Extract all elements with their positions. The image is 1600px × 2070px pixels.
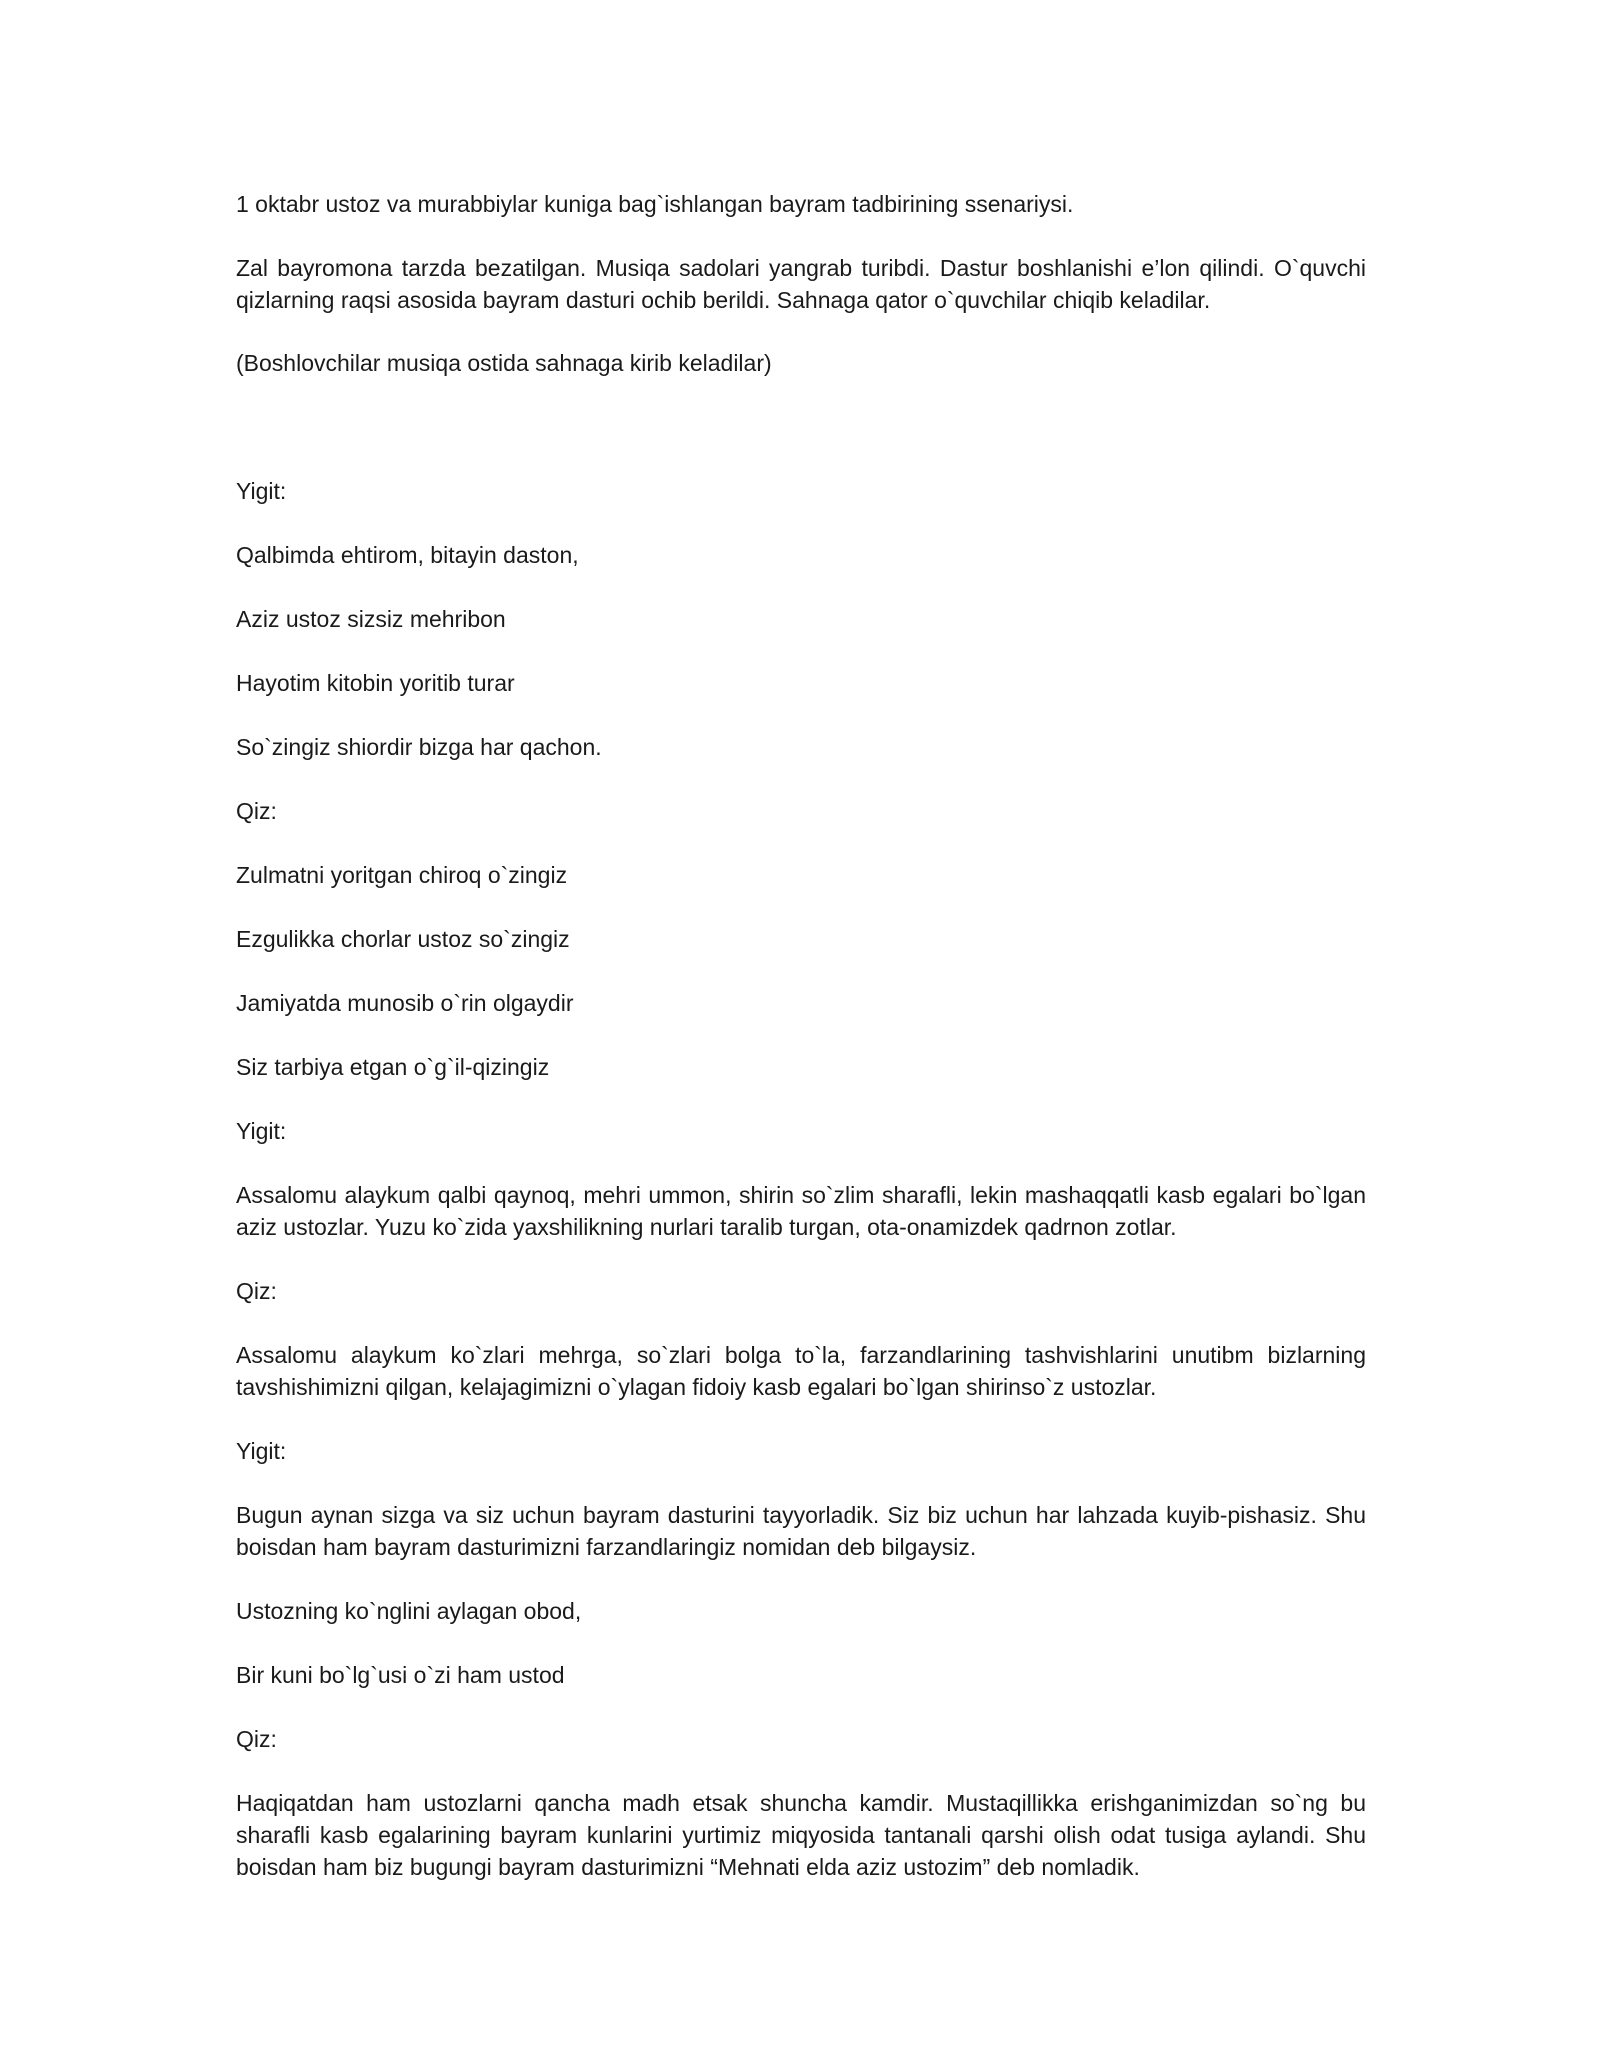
verse-line: Jamiyatda munosib o`rin olgaydir [236, 990, 574, 1016]
speaker-label: Yigit: [236, 1438, 287, 1464]
verse-line: Siz tarbiya etgan o`g`il-qizingiz [236, 1054, 550, 1080]
verse-line: Ezgulikka chorlar ustoz so`zingiz [236, 926, 570, 952]
verse-line: So`zingiz shiordir bizga har qachon. [236, 734, 602, 760]
verse-line: Ustozning ko`nglini aylagan obod, [236, 1598, 582, 1624]
dialogue-paragraph: Assalomu alaykum qalbi qaynoq, mehri ummon, shirin so`zlim sharafli, lekin mashaqqatli kasb egalari bo`lgan aziz ustozlar. Yuzu ko`zida yaxshilikning nurlari taralib turgan, ota-onamizdek qadrnon zotlar. [236, 1182, 1366, 1240]
speaker-label: Yigit: [236, 478, 287, 504]
verse-line: Zulmatni yoritgan chiroq o`zingiz [236, 862, 568, 888]
dialogue-paragraph: Bugun aynan sizga va siz uchun bayram dasturini tayyorladik. Siz biz uchun har lahzada kuyib-pishasiz. Shu boisdan ham bayram dasturimizni farzandlaringiz nomidan deb bilgaysiz. [236, 1502, 1366, 1560]
dialogue-paragraph: Haqiqatdan ham ustozlarni qancha madh etsak shuncha kamdir. Mustaqillikka erishganimizdan so`ng bu sharafli kasb egalarining bayram kunlarini yurtimiz miqyosida tantanali qarshi olish odat tusiga aylandi. Shu boisdan ham biz bugungi bayram dasturimizni “Mehnati elda aziz ustozim” deb nomladik. [236, 1790, 1366, 1880]
speaker-label: Qiz: [236, 1726, 277, 1752]
speaker-label: Qiz: [236, 798, 277, 824]
verse-line: Aziz ustoz sizsiz mehribon [236, 606, 506, 632]
verse-line: Qalbimda ehtirom, bitayin daston, [236, 542, 579, 568]
document-title: 1 oktabr ustoz va murabbiylar kuniga bag`ishlangan bayram tadbirining ssenariysi. [236, 191, 1074, 217]
document-page [236, 0, 1366, 2070]
verse-line: Hayotim kitobin yoritib turar [236, 670, 515, 696]
verse-line: Bir kuni bo`lg`usi o`zi ham ustod [236, 1662, 565, 1688]
speaker-label: Qiz: [236, 1278, 277, 1304]
intro-paragraph: Zal bayromona tarzda bezatilgan. Musiqa sadolari yangrab turibdi. Dastur boshlanishi e’lon qilindi. O`quvchi qizlarning raqsi asosida bayram dasturi ochib berildi. Sahnaga qator o`quvchilar chiqib keladilar. [236, 255, 1366, 313]
dialogue-paragraph: Assalomu alaykum ko`zlari mehrga, so`zlari bolga to`la, farzandlarining tashvishlarini unutibm bizlarning tavshishimizni qilgan, kelajagimizni o`ylagan fidoiy kasb egalari bo`lgan shirinso`z ustozlar. [236, 1342, 1366, 1400]
stage-direction: (Boshlovchilar musiqa ostida sahnaga kirib keladilar) [236, 350, 772, 376]
speaker-label: Yigit: [236, 1118, 287, 1144]
